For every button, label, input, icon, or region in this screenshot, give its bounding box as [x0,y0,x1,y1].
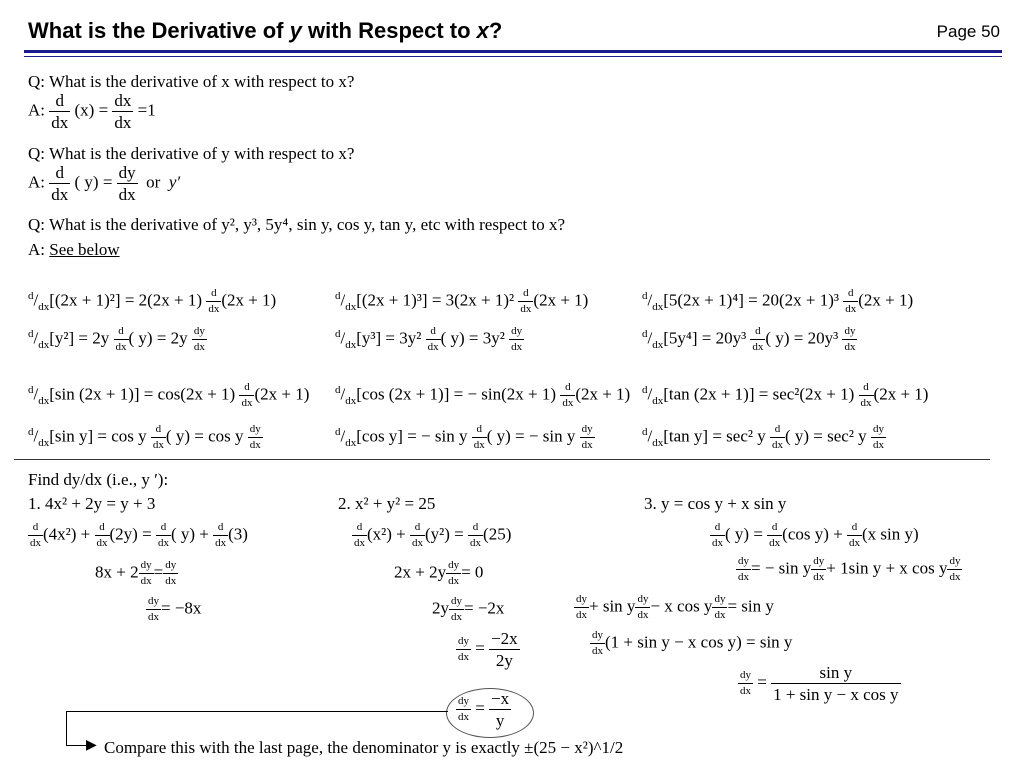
expr: [tan y] = sec² y [663,426,766,446]
fraction-d-dx: $\frac{d}{dx}$ [860,381,872,409]
page-title [28,18,502,44]
solution-3-line-5: $\frac{dy}{dx}$ = $\frac{\text{sin y}}{\text{1 + sin y − x cos y}}$ [740,663,899,704]
table-cell: $^d/_{dx}[y^2] = 2y$ $\frac{d}{dx}$ ( y) = 2y $\frac{dy}{dx}$ [28,325,205,353]
question-1: Q: What is the derivative of x with respect to x? [28,72,355,91]
expr: (2x + 1) [858,290,914,310]
connector-line [66,711,67,745]
section-divider [14,459,990,460]
solution-1-line-1: $\frac{d}{dx}$ (4x²) + $\frac{d}{dx}$ (2y) = $\frac{d}{dx}$ ( y) + $\frac{d}{dx}$ (3) [30,521,248,549]
fraction-d-dx: $\frac{d}{dx}$ [241,381,253,409]
expr: (2x + 1) [533,290,589,310]
see-below-link[interactable]: See below [49,240,120,259]
title-var-y: y [289,18,302,43]
expr: [5(2x + 1)⁴] = 20(2x + 1)³ [663,290,839,310]
expr: ( y) = 3y² [440,328,505,348]
solution-1-line-2: 8x + 2 $\frac{dy}{dx}$ = $\frac{dy}{dx}$ [95,559,177,587]
solution-3-line-4: $\frac{dy}{dx}$ (1 + sin y − x cos y) = sin y [592,629,793,657]
fraction-d-dx: $\frac{d}{dx}$ [115,325,127,353]
fraction-d-dx: $\frac{d}{dx}$ [51,163,69,204]
expr: [y²] = 2y [49,328,110,348]
fraction-d-dx: $\frac{d}{dx}$ [51,91,69,132]
solution-1-line-3: $\frac{dy}{dx}$ = −8x [148,595,202,623]
y-prime: y′ [168,172,181,192]
table-cell: $^d/_{dx}[5(2x + 1)^4] = 20(2x + 1)^3$ $\frac{d}{dx}$ (2x + 1) [642,287,914,315]
expr: ( y) = [74,172,113,192]
answer-3 [28,240,120,260]
table-cell: $^d/_{dx}[\cos$ (2x + 1)] = − sin(2x + 1) $\frac{d}{dx}$ (2x + 1) [335,381,631,409]
expr: ( y) = cos y [165,426,244,446]
fraction-dy-dx: $\frac{dy}{dx}$ [872,423,884,451]
solution-2-line-4: $\frac{dy}{dx}$ = $\frac{-2x}{2y}$ [458,629,518,670]
expr: ( y) = sec² y [784,426,867,446]
compare-note: Compare this with the last page, the denominator y is exactly ±(25 − x²)^1/2 [104,738,624,757]
connector-line [66,711,448,712]
fraction-dy-dx: $\frac{dy}{dx}$ [118,163,136,204]
answer-label: A: [28,240,45,259]
expr: [sin (2x + 1)] = cos(2x + 1) [49,384,236,404]
arrow-right-icon: ▶ [86,738,97,753]
expr: ( y) = − sin y [486,426,576,446]
question-2: Q: What is the derivative of y with respect to x? [28,144,355,163]
fraction-d-dx: $\frac{d}{dx}$ [752,325,764,353]
table-cell: $^d/_{dx}[(2x + 1)^2] = 2(2x + 1)$ $\frac{d}{dx}$ (2x + 1) [28,287,277,315]
expr: [(2x + 1)³] = 3(2x + 1)² [356,290,515,310]
table-cell: $^d/_{dx}[\tan$ y] = sec² y $\frac{d}{dx}$ ( y) = sec² y $\frac{dy}{dx}$ [642,423,884,451]
answer-label: A: [28,172,45,192]
fraction-dy-dx: $\frac{dy}{dx}$ [193,325,205,353]
expr: [cos (2x + 1)] = − sin(2x + 1) [356,384,557,404]
solution-3-line-3: $\frac{dy}{dx}$ + sin y $\frac{dy}{dx}$ − x cos y $\frac{dy}{dx}$ = sin y [576,593,774,621]
fraction-dx-dx: $\frac{dx}{dx}$ [114,91,132,132]
title-part: ? [488,18,503,43]
header-rule-thin [24,56,1002,57]
expr: (2x + 1) [575,384,631,404]
header-rule [24,50,1002,53]
expr: [sin y] = cos y [49,426,147,446]
expr: ( y) = 2y [128,328,188,348]
solution-3-line-1: $\frac{d}{dx}$ ( y) = $\frac{d}{dx}$ (cos y) + $\frac{d}{dx}$ (x sin y) [712,521,919,549]
fraction-d-dx: $\frac{d}{dx}$ [771,423,783,451]
or-text: or [146,172,161,192]
table-cell: $^d/_{dx}[(2x + 1)^3] = 3(2x + 1)^2$ $\frac{d}{dx}$ (2x + 1) [335,287,589,315]
fraction-d-dx: $\frac{d}{dx}$ [845,287,857,315]
expr: (2x + 1) [221,290,277,310]
expr: [cos y] = − sin y [356,426,468,446]
fraction-dy-dx: $\frac{dy}{dx}$ [249,423,261,451]
table-cell: $^d/_{dx}[5y^4] = 20y^3$ $\frac{d}{dx}$ ( y) = 20y³ $\frac{dy}{dx}$ [642,325,856,353]
fraction-dy-dx: $\frac{dy}{dx}$ [581,423,593,451]
expr: [5y⁴] = 20y³ [663,328,747,348]
table-cell: $^d/_{dx}[y^3] = 3y^2$ $\frac{d}{dx}$ ( y) = 3y² $\frac{dy}{dx}$ [335,325,523,353]
table-cell: $^d/_{dx}[\tan$ (2x + 1)] = sec²(2x + 1) $\frac{d}{dx}$ (2x + 1) [642,381,929,409]
expr: [(2x + 1)²] = 2(2x + 1) [49,290,203,310]
solution-3-line-2: $\frac{dy}{dx}$ = − sin y $\frac{dy}{dx}$ + 1sin y + x cos y $\frac{dy}{dx}$ [738,555,961,583]
expr: (2x + 1) [254,384,310,404]
fraction-d-dx: $\frac{d}{dx}$ [520,287,532,315]
problem-1: 1. 4x² + 2y = y + 3 [28,494,156,513]
solution-2-line-1: $\frac{d}{dx}$ (x²) + $\frac{d}{dx}$ (y²) = $\frac{d}{dx}$ (25) [354,521,512,549]
fraction-d-dx: $\frac{d}{dx}$ [152,423,164,451]
problem-3: 3. y = cos y + x sin y [644,494,787,513]
answer-label: A: [28,100,45,120]
expr: (2x + 1) [873,384,929,404]
fraction-d-dx: $\frac{d}{dx}$ [208,287,220,315]
title-var-x: x [476,18,489,43]
fraction-dy-dx: $\frac{dy}{dx}$ [511,325,523,353]
problem-2: 2. x² + y² = 25 [338,494,436,513]
question-3: Q: What is the derivative of y², y³, 5y⁴, sin y, cos y, tan y, etc with respect to x? [28,215,566,234]
find-heading: Find dy/dx (i.e., y ′): [28,470,169,489]
fraction-d-dx: $\frac{d}{dx}$ [473,423,485,451]
fraction-dy-dx: $\frac{dy}{dx}$ [844,325,856,353]
answer-1 [28,92,156,131]
expr: ( y) = 20y³ [765,328,839,348]
table-cell: $^d/_{dx}[\sin$ (2x + 1)] = cos(2x + 1) $\frac{d}{dx}$ (2x + 1) [28,381,310,409]
table-cell: $^d/_{dx}[\sin$ y] = cos y $\frac{d}{dx}$ ( y) = cos y $\frac{dy}{dx}$ [28,423,261,451]
expr: =1 [137,100,156,120]
fraction-d-dx: $\frac{d}{dx}$ [427,325,439,353]
expr: [tan (2x + 1)] = sec²(2x + 1) [663,384,855,404]
answer-2 [28,164,180,203]
expr: (x) = [74,100,109,120]
fraction-d-dx: $\frac{d}{dx}$ [562,381,574,409]
solution-2-line-5: $\frac{dy}{dx}$ = $\frac{-x}{y}$ [458,689,510,730]
page-number: Page 50 [936,22,1000,41]
expr: [y³] = 3y² [356,328,422,348]
solution-2-line-2: 2x + 2y $\frac{dy}{dx}$ = 0 [394,559,484,587]
title-part: with Respect to [301,18,477,43]
title-part: What is the Derivative of [28,18,290,43]
table-cell: $^d/_{dx}[\cos$ y] = − sin y $\frac{d}{dx}$ ( y) = − sin y $\frac{dy}{dx}$ [335,423,593,451]
solution-2-line-3: 2y $\frac{dy}{dx}$ = −2x [432,595,505,623]
